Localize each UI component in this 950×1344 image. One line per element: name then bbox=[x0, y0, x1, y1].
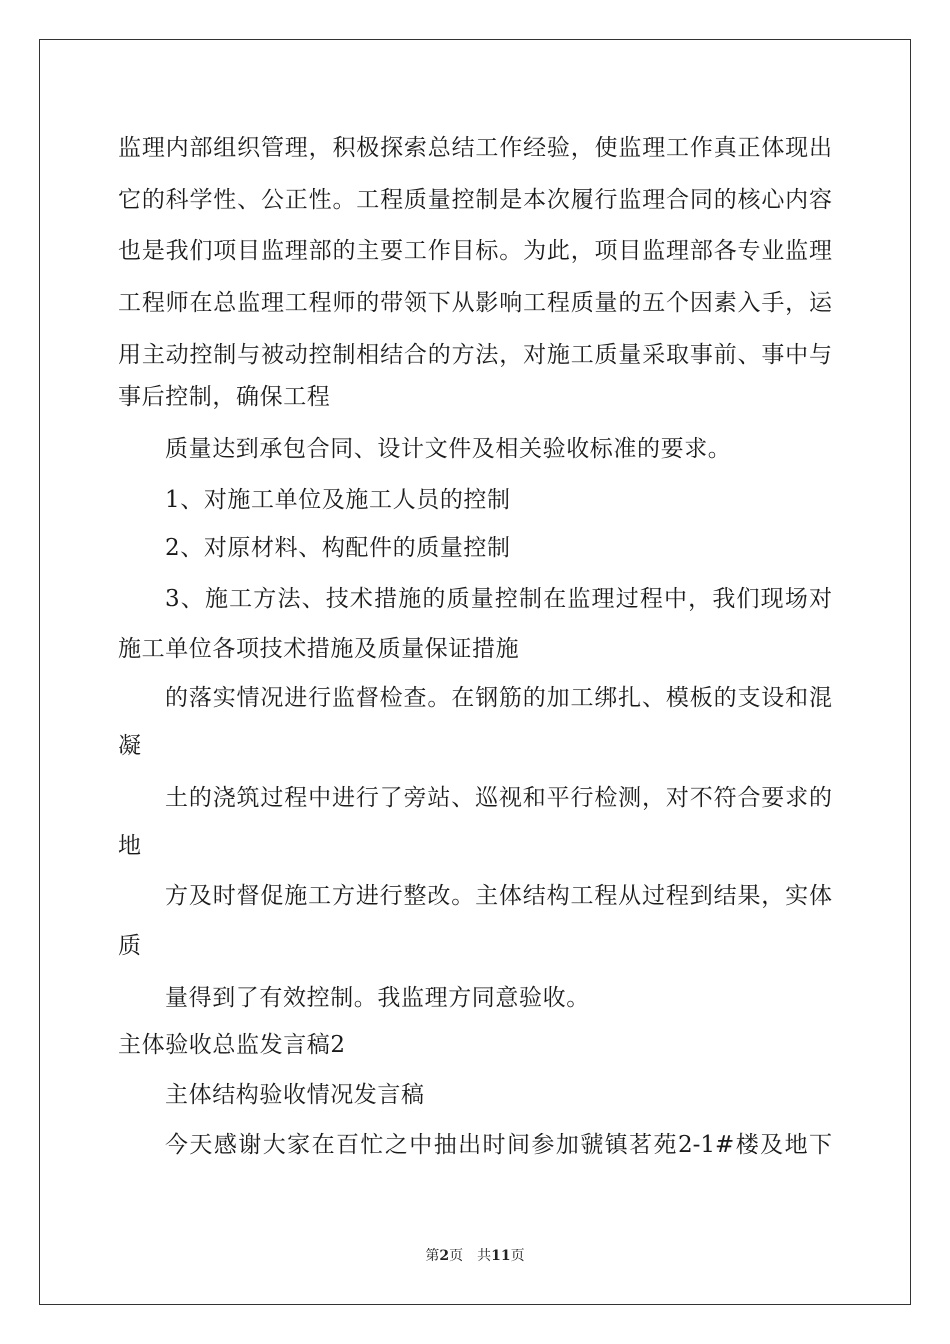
total-suffix: 页 bbox=[510, 1248, 525, 1264]
list-item: 2、对原材料、构配件的质量控制 bbox=[165, 535, 511, 561]
body-line: 的落实情况进行监督检查。在钢筋的加工绑扎、模板的支设和混 bbox=[165, 685, 832, 711]
body-line: 事后控制，确保工程 bbox=[118, 384, 331, 410]
total-prefix: 共 bbox=[477, 1248, 492, 1264]
page-prefix: 第 bbox=[425, 1248, 440, 1264]
section-subheading: 主体结构验收情况发言稿 bbox=[165, 1082, 425, 1108]
body-line: 地 bbox=[118, 833, 142, 859]
list-item: 1、对施工单位及施工人员的控制 bbox=[165, 487, 511, 513]
body-line: 质 bbox=[118, 933, 142, 959]
page-suffix: 页 bbox=[449, 1248, 464, 1264]
body-line: 凝 bbox=[118, 733, 142, 759]
body-line: 也是我们项目监理部的主要工作目标。为此，项目监理部各专业监理 bbox=[118, 238, 832, 264]
body-line: 工程师在总监理工程师的带领下从影响工程质量的五个因素入手，运 bbox=[118, 290, 832, 316]
body-line: 方及时督促施工方进行整改。主体结构工程从过程到结果，实体 bbox=[165, 883, 832, 909]
list-item: 3、施工方法、技术措施的质量控制在监理过程中，我们现场对 bbox=[165, 586, 832, 612]
body-line: 土的浇筑过程中进行了旁站、巡视和平行检测，对不符合要求的 bbox=[165, 785, 832, 811]
page-number: 2 bbox=[439, 1248, 450, 1264]
page-border bbox=[39, 39, 911, 1305]
body-line: 用主动控制与被动控制相结合的方法，对施工质量采取事前、事中与 bbox=[118, 342, 832, 368]
body-line: 施工单位各项技术措施及质量保证措施 bbox=[118, 636, 520, 662]
body-line: 它的科学性、公正性。工程质量控制是本次履行监理合同的核心内容 bbox=[118, 187, 832, 213]
total-pages: 11 bbox=[491, 1248, 511, 1264]
body-line: 今天感谢大家在百忙之中抽出时间参加虢镇茗苑2-1#楼及地下 bbox=[165, 1132, 832, 1158]
body-line: 监理内部组织管理，积极探索总结工作经验，使监理工作真正体现出 bbox=[118, 135, 832, 161]
body-line: 质量达到承包合同、设计文件及相关验收标准的要求。 bbox=[165, 436, 732, 462]
section-heading: 主体验收总监发言稿2 bbox=[118, 1032, 346, 1058]
body-line: 量得到了有效控制。我监理方同意验收。 bbox=[165, 985, 590, 1011]
page-footer bbox=[0, 1246, 950, 1266]
